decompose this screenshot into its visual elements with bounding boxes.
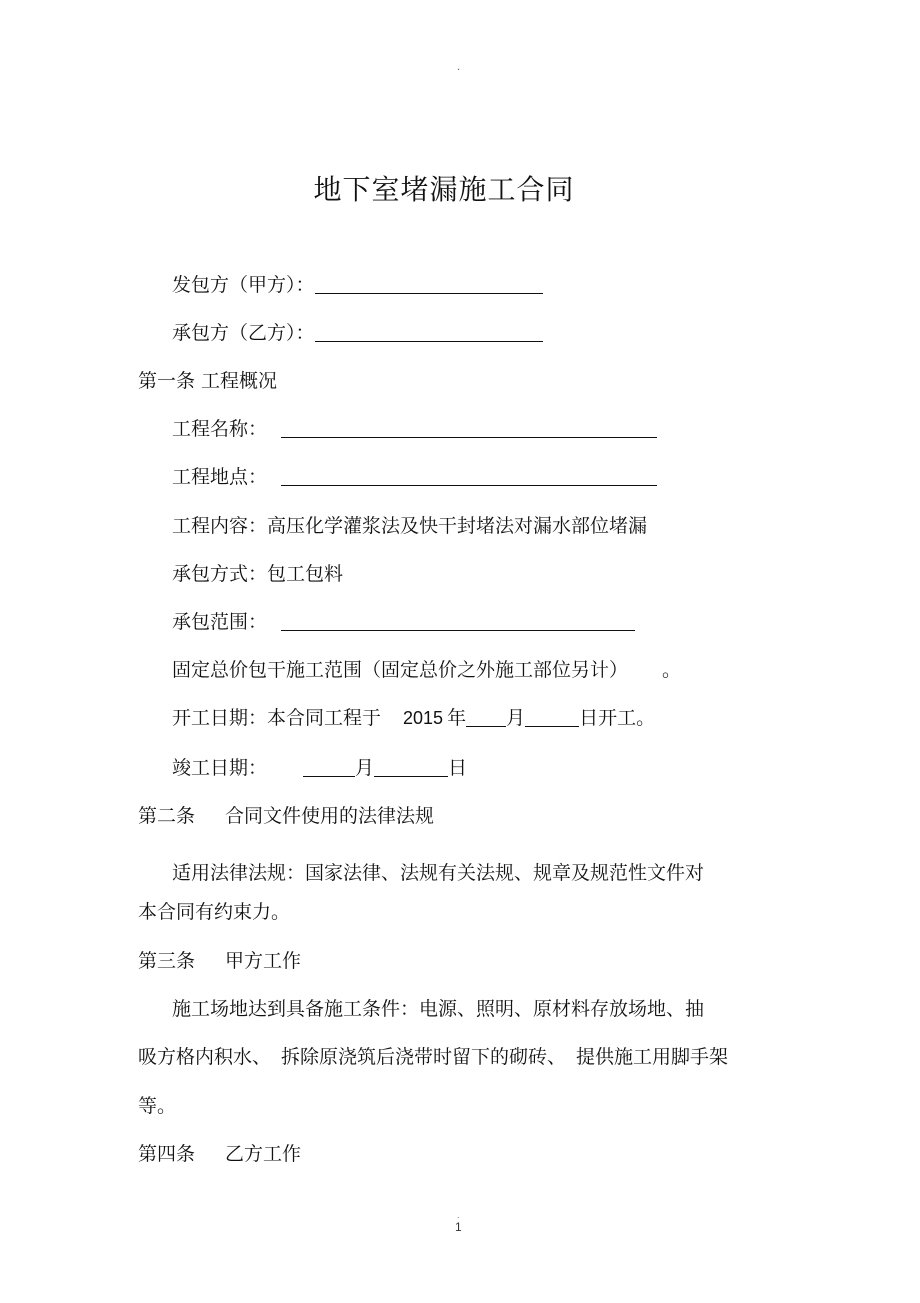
article2-title: 第二条 <box>138 805 196 827</box>
completion-day-unit: 日 <box>448 757 468 779</box>
project-location-blank <box>281 465 657 486</box>
article3-body-line2b: 拆除原浇筑后浇带时留下的砌砖、 <box>281 1046 567 1068</box>
article3-body-line2 <box>138 1044 728 1070</box>
project-name-line <box>172 416 657 442</box>
article2-name: 合同文件使用的法律法规 <box>225 805 435 827</box>
contract-scope-label: 承包范围： <box>172 611 268 633</box>
start-day-suffix: 日开工。 <box>579 707 656 729</box>
completion-month-blank <box>303 756 355 777</box>
contract-scope-blank <box>281 610 635 631</box>
article3-name: 甲方工作 <box>225 950 302 972</box>
party-a-label: 发包方（甲方）： <box>172 274 315 296</box>
article3-body-line1: 施工场地达到具备施工条件：电源、照明、原材料存放场地、抽 <box>172 998 705 1020</box>
article3-body-line2a: 吸方格内积水、 <box>138 1046 272 1068</box>
completion-day-blank <box>374 756 448 777</box>
article4-title: 第四条 <box>138 1143 196 1165</box>
start-month-blank <box>466 706 506 727</box>
party-a-blank <box>315 273 543 294</box>
party-a-line <box>172 272 543 298</box>
completion-month-unit: 月 <box>355 757 375 779</box>
start-year-unit: 年 <box>447 707 467 729</box>
project-name-blank <box>281 417 657 438</box>
fixed-price-scope: 固定总价包干施工范围（固定总价之外施工部位另计） <box>172 659 629 681</box>
article4-heading <box>138 1141 301 1167</box>
article2-body-line2: 本合同有约束力。 <box>138 901 291 923</box>
party-b-label: 承包方（乙方）： <box>172 322 315 344</box>
fixed-price-end: 。 <box>662 659 682 681</box>
article3-heading <box>138 948 301 974</box>
fixed-price-line <box>172 657 681 683</box>
document-title: 地下室堵漏施工合同 <box>313 173 575 206</box>
completion-label: 竣工日期： <box>172 757 268 779</box>
project-location-line <box>172 464 657 490</box>
page-number: 1 <box>455 1220 462 1234</box>
article3-body-line3: 等。 <box>138 1095 177 1117</box>
completion-line <box>172 755 467 781</box>
start-date-line <box>172 705 655 731</box>
article3-title: 第三条 <box>138 950 196 972</box>
start-day-blank <box>525 706 579 727</box>
contract-scope-line <box>172 609 635 635</box>
article3-body-line2c: 提供施工用脚手架 <box>576 1046 729 1068</box>
article1-title: 第一条 工程概况 <box>138 370 278 392</box>
article2-heading <box>138 803 434 829</box>
page-mark: . <box>457 1211 460 1220</box>
party-b-line <box>172 320 543 346</box>
project-content: 工程内容：高压化学灌浆法及快干封堵法对漏水部位堵漏 <box>172 515 648 537</box>
contract-method: 承包方式：包工包料 <box>172 563 344 585</box>
start-date-label: 开工日期：本合同工程于 <box>172 707 382 729</box>
header-mark: . <box>457 62 461 73</box>
party-b-blank <box>315 321 543 342</box>
project-location-label: 工程地点： <box>172 466 268 488</box>
project-name-label: 工程名称： <box>172 418 268 440</box>
article2-body-line1: 适用法律法规：国家法律、法规有关法规、规章及规范性文件对 <box>172 862 705 884</box>
article4-name: 乙方工作 <box>225 1143 302 1165</box>
start-month-unit: 月 <box>506 707 526 729</box>
start-year: 2015 <box>403 708 444 728</box>
